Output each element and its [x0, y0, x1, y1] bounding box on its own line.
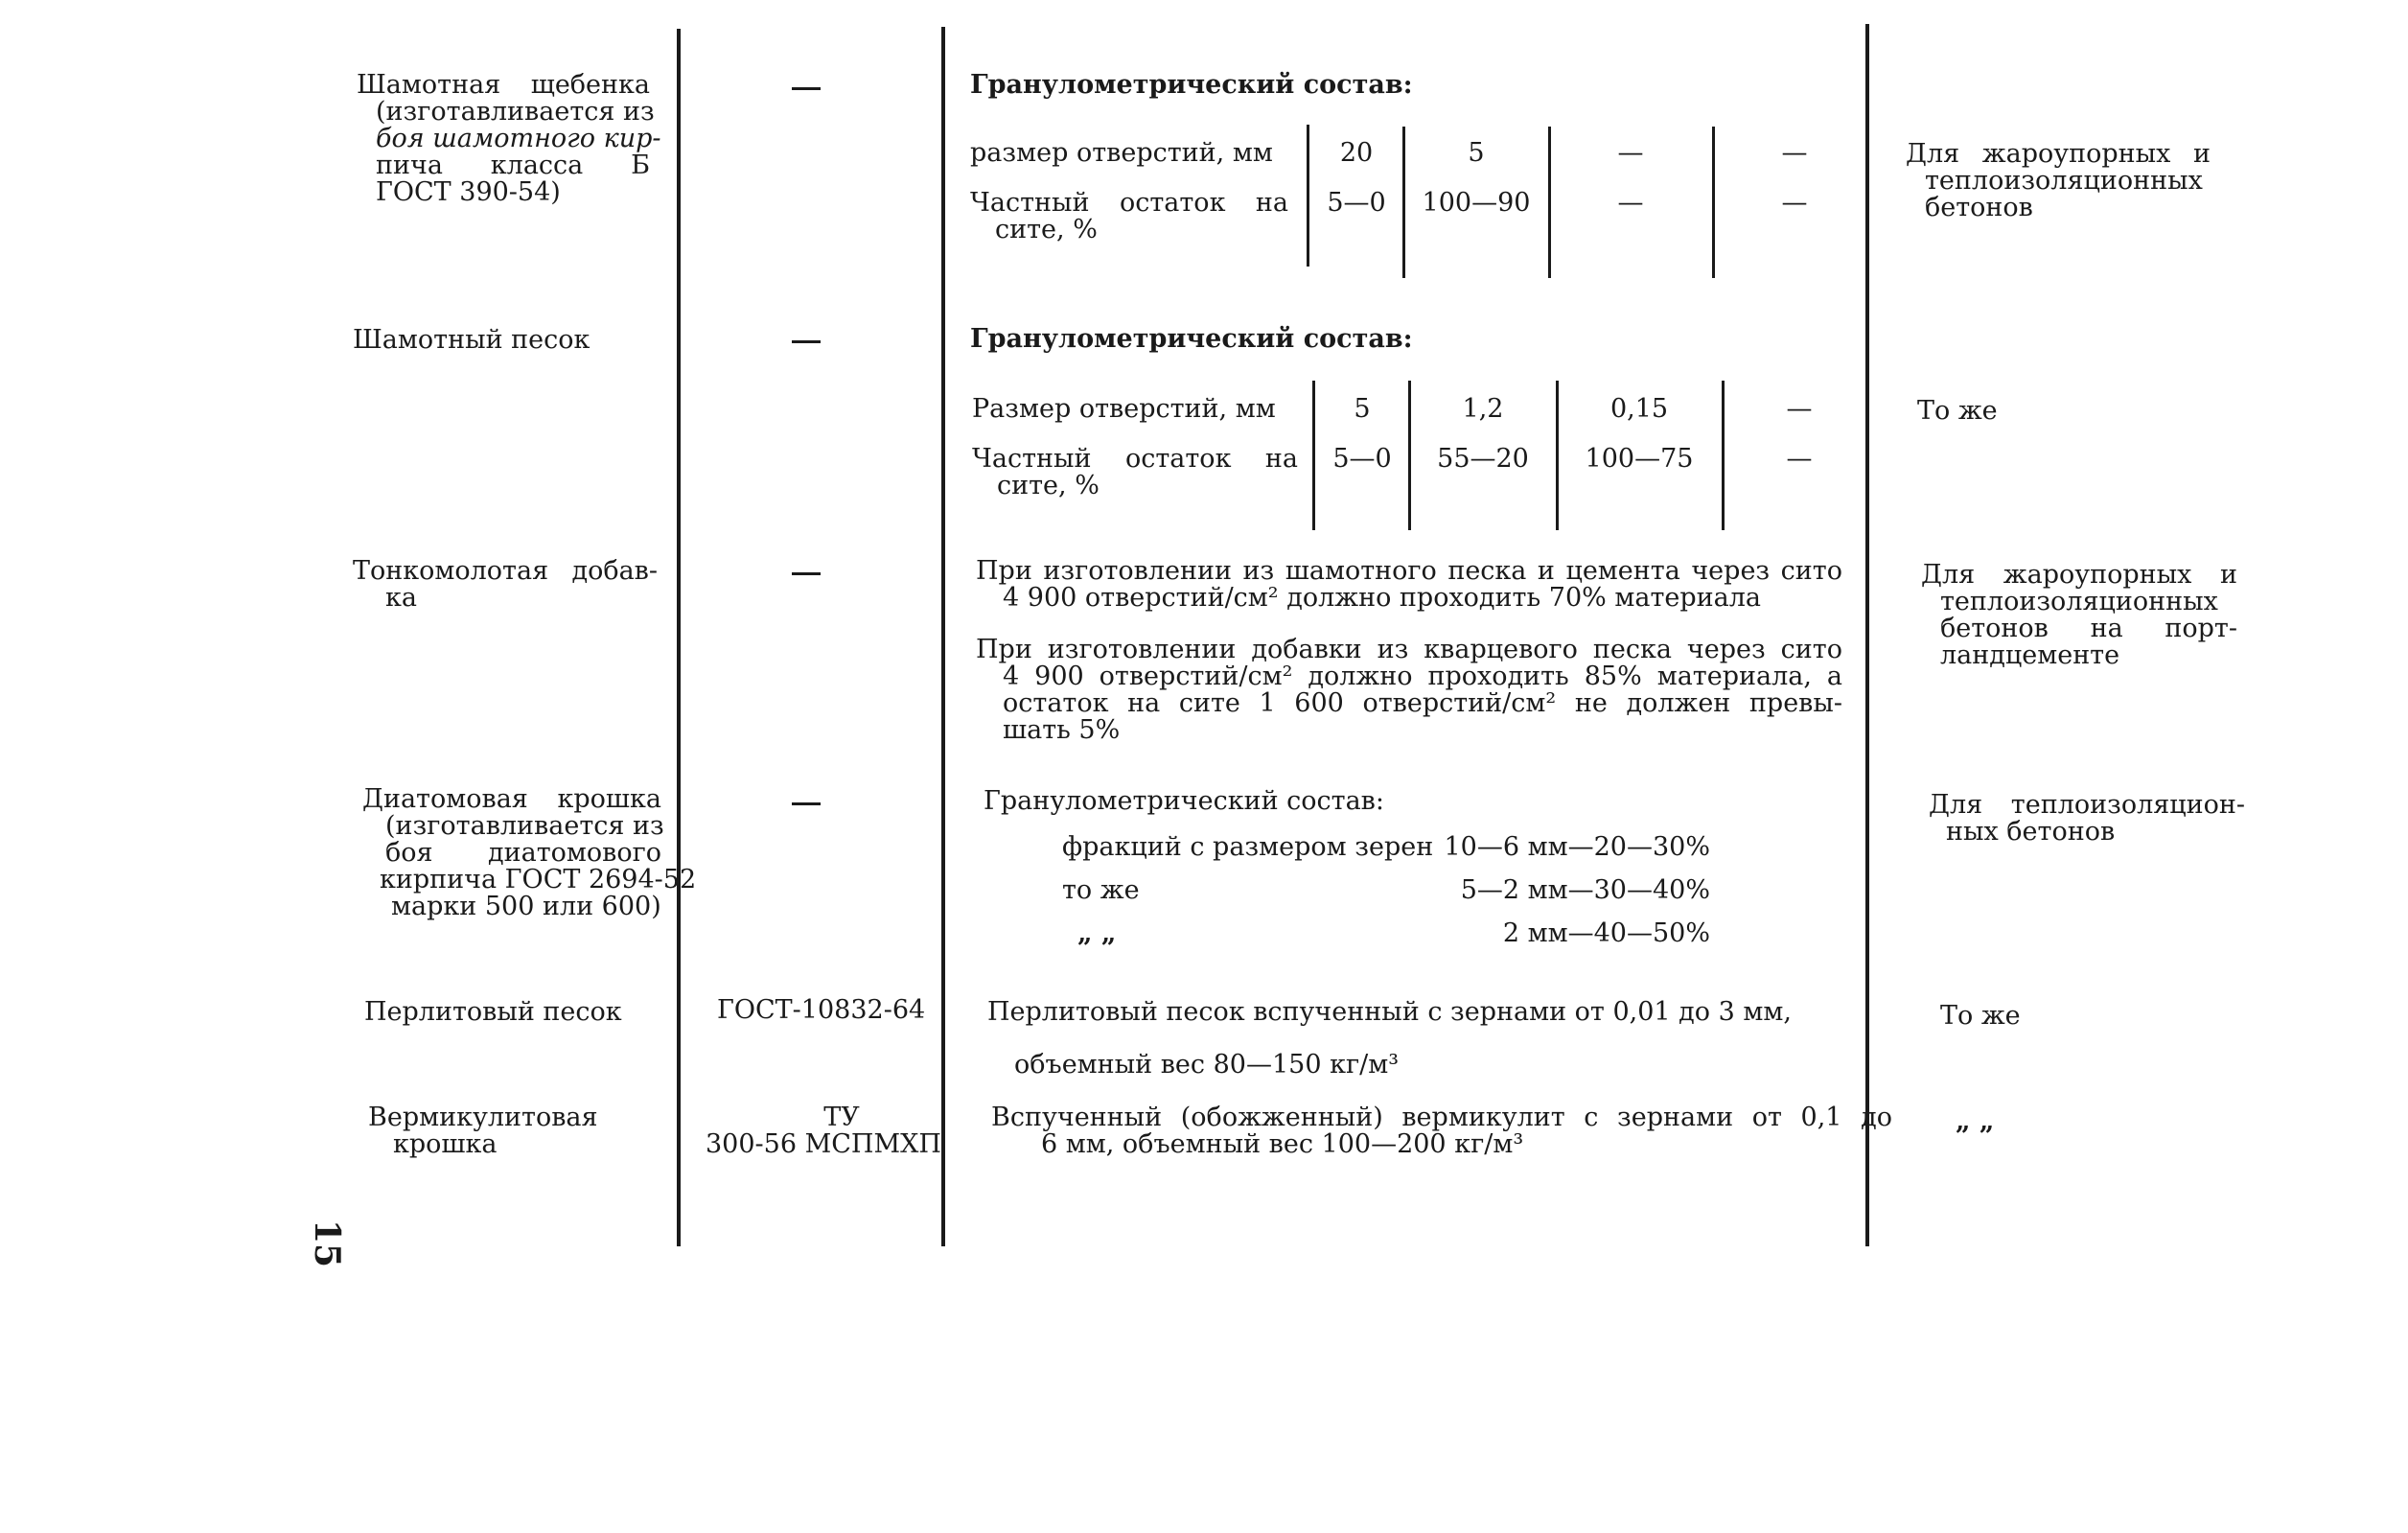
sieve-cell: 5 — [1468, 138, 1485, 168]
sieve-cell: 5 — [1354, 394, 1371, 424]
material-line: (изготавливается из — [376, 97, 655, 127]
sieve-divider — [1402, 127, 1405, 278]
sieve-row-label: Частный остаток на сите, % — [970, 188, 1288, 244]
sieve-cell: 100—90 — [1422, 188, 1531, 218]
sieve-cell: — — [1786, 394, 1813, 424]
sieve-cell: — — [1786, 444, 1813, 474]
standard-dash — [792, 572, 821, 575]
fraction-label: то же — [1062, 875, 1140, 905]
fraction-label: „ „ — [1077, 918, 1117, 948]
sieve-divider — [1722, 381, 1725, 530]
fraction-value: 5—2 мм—30—40% — [1460, 875, 1710, 905]
material-cell: Перлитовый песок — [364, 997, 622, 1027]
purpose-cell: Для жароупорных и теплоизоляционных бетонов на порт- ландцементе — [1921, 560, 2237, 670]
sieve-cell: — — [1617, 138, 1644, 168]
sieve-row-label: Частный остаток на сите, % — [972, 444, 1298, 500]
purpose-cell: То же — [1917, 396, 1998, 426]
sieve-cell: — — [1781, 188, 1808, 218]
sieve-cell: 5—0 — [1327, 188, 1386, 218]
spec-paragraph: При изготовлении из шамотного песка и цемента через сито 4 900 отверстий/см² должно проходить 70% материала — [976, 556, 1842, 613]
spec-line: объемный вес 80—150 кг/м³ — [1014, 1050, 1400, 1080]
sieve-divider — [1548, 127, 1551, 278]
material-cell: Вермикулитовая крошка — [368, 1103, 598, 1159]
purpose-cell: Для жароупорных и теплоизоляционных бетонов — [1906, 139, 2211, 222]
material-line: ГОСТ 390-54) — [376, 177, 561, 207]
purpose-cell: Для теплоизоляцион- ных бетонов — [1929, 790, 2245, 847]
standard-dash — [792, 340, 821, 343]
sieve-cell: 1,2 — [1462, 394, 1504, 424]
column-rule-2 — [941, 27, 945, 1246]
standard-dash — [792, 87, 821, 90]
sieve-cell: 100—75 — [1585, 444, 1694, 474]
sieve-divider — [1312, 381, 1315, 530]
sieve-row-label: Размер отверстий, мм — [972, 394, 1276, 424]
standard-cell: ГОСТ-10832-64 — [717, 995, 926, 1025]
spec-title: Гранулометрический состав: — [970, 324, 1413, 354]
sieve-cell: 5—0 — [1332, 444, 1392, 474]
column-rule-1 — [677, 29, 681, 1246]
sieve-cell: — — [1781, 138, 1808, 168]
standard-dash — [792, 802, 821, 805]
purpose-cell: „ „ — [1956, 1106, 1995, 1136]
fraction-value: 2 мм—40—50% — [1502, 918, 1710, 948]
sieve-cell: 55—20 — [1437, 444, 1529, 474]
sieve-divider — [1712, 127, 1715, 278]
sieve-cell: 20 — [1339, 138, 1374, 168]
sieve-divider — [1556, 381, 1559, 530]
spec-line: Перлитовый песок вспученный с зернами от 0,01 до 3 мм, — [987, 997, 1792, 1027]
standard-cell: ТУ 300-56 МСПМХП — [706, 1103, 941, 1159]
sieve-cell: — — [1617, 188, 1644, 218]
material-line: боя шамотного кир- — [376, 124, 661, 153]
material-line: пича класса Б — [376, 151, 650, 180]
material-cell: Диатомовая крошка (изготавливается из боя диатомового кирпича ГОСТ 2694-52 марки 500 или 600) — [362, 784, 697, 921]
sieve-row-label: размер отверстий, мм — [970, 138, 1273, 168]
spec-title: Гранулометрический состав: — [970, 70, 1413, 100]
material-line: Шамотная щебенка — [357, 70, 650, 100]
page-number: 15 — [307, 1219, 347, 1268]
sieve-divider — [1408, 381, 1411, 530]
spec-paragraph: Вспученный (обожженный) вермикулит с зернами от 0,1 до 6 мм, объемный вес 100—200 кг/м³ — [991, 1103, 1892, 1159]
fraction-label: фракций с размером зерен — [1062, 832, 1434, 862]
spec-paragraph: При изготовлении добавки из кварцевого песка через сито 4 900 отверстий/см² должно проходить 85% материала, а остаток на сите 1 600 отверстий/см² не должен превы- шать 5% — [976, 635, 1842, 745]
sieve-divider — [1307, 125, 1309, 267]
sieve-cell: 0,15 — [1609, 394, 1669, 424]
purpose-cell: То же — [1940, 1001, 2021, 1031]
fraction-value: 10—6 мм—20—30% — [1444, 832, 1710, 862]
material-cell: Тонкомолотая добав- ка — [353, 556, 658, 613]
material-cell: Шамотный песок — [353, 325, 590, 355]
spec-title: Гранулометрический состав: — [984, 786, 1384, 816]
material-cell — [357, 70, 661, 207]
